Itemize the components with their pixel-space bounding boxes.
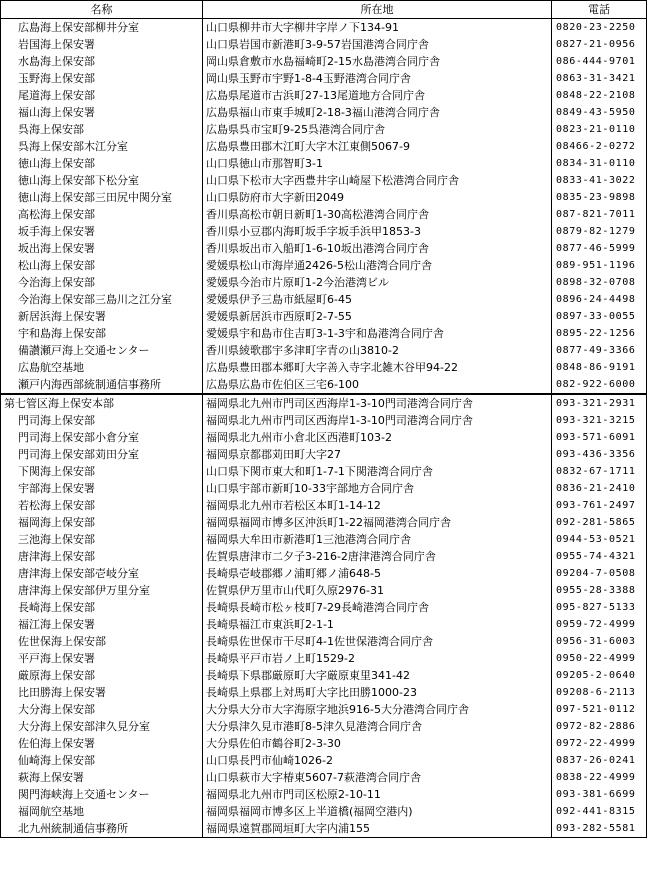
office-address: 福岡県福岡市博多区沖浜町1-22福岡港湾合同庁舎 xyxy=(203,514,552,531)
table-row xyxy=(1,274,647,291)
office-address: 山口県下松市大字西豊井字山崎屋下松港湾合同庁舎 xyxy=(203,172,552,189)
office-phone: 08466-2-0272 xyxy=(552,138,647,155)
office-address: 大分県大分市大字海原字地浜916-5大分港湾合同庁舎 xyxy=(203,701,552,718)
office-address: 山口県防府市大字新田2049 xyxy=(203,189,552,206)
office-name: 徳山海上保安部三田尻中関分室 xyxy=(1,189,203,206)
table-row xyxy=(1,718,647,735)
office-phone: 087-821-7011 xyxy=(552,206,647,223)
office-name: 比田勝海上保安署 xyxy=(1,684,203,701)
office-name: 唐津海上保安部伊万里分室 xyxy=(1,582,203,599)
office-phone: 095-827-5133 xyxy=(552,599,647,616)
table-row xyxy=(1,87,647,104)
office-name: 大分海上保安部 xyxy=(1,701,203,718)
office-name: 高松海上保安部 xyxy=(1,206,203,223)
office-name: 備讃瀬戸海上交通センター xyxy=(1,342,203,359)
office-phone: 0898-32-0708 xyxy=(552,274,647,291)
table-row xyxy=(1,325,647,342)
office-phone: 093-381-6699 xyxy=(552,786,647,803)
office-phone: 0877-46-5999 xyxy=(552,240,647,257)
office-phone: 093-321-2931 xyxy=(552,394,647,412)
office-phone: 0955-74-4321 xyxy=(552,548,647,565)
office-address: 愛媛県宇和島市住吉町3-1-3宇和島港湾合同庁舎 xyxy=(203,325,552,342)
office-name: 若松海上保安部 xyxy=(1,497,203,514)
table-row xyxy=(1,138,647,155)
table-row xyxy=(1,565,647,582)
office-address: 香川県坂出市入船町1-6-10坂出港湾合同庁舎 xyxy=(203,240,552,257)
table-row xyxy=(1,121,647,138)
office-name: 瀬戸内海西部統制通信事務所 xyxy=(1,376,203,394)
office-address: 岡山県玉野市宇野1-8-4玉野港湾合同庁舎 xyxy=(203,70,552,87)
office-name: 萩海上保安署 xyxy=(1,769,203,786)
office-phone: 0848-86-9191 xyxy=(552,359,647,376)
office-address: 佐賀県伊万里市山代町久原2976-31 xyxy=(203,582,552,599)
office-name: 佐世保海上保安部 xyxy=(1,633,203,650)
office-phone: 0849-43-5950 xyxy=(552,104,647,121)
header-row xyxy=(1,1,647,19)
office-phone: 0823-21-0110 xyxy=(552,121,647,138)
office-name: 福岡海上保安部 xyxy=(1,514,203,531)
office-phone: 0833-41-3022 xyxy=(552,172,647,189)
office-phone: 092-281-5865 xyxy=(552,514,647,531)
table-row xyxy=(1,70,647,87)
office-name: 北九州統制通信事務所 xyxy=(1,820,203,838)
table-row xyxy=(1,308,647,325)
office-name: 呉海上保安部木江分室 xyxy=(1,138,203,155)
table-row xyxy=(1,531,647,548)
table-row xyxy=(1,650,647,667)
table-row xyxy=(1,582,647,599)
office-name: 尾道海上保安部 xyxy=(1,87,203,104)
office-name: 玉野海上保安部 xyxy=(1,70,203,87)
table-row xyxy=(1,514,647,531)
office-phone: 0877-49-3366 xyxy=(552,342,647,359)
office-name: 平戸海上保安署 xyxy=(1,650,203,667)
office-address: 広島県豊田郡本郷町大字善入寺字北雑木谷甲94-22 xyxy=(203,359,552,376)
table-row xyxy=(1,342,647,359)
office-phone: 0835-23-9898 xyxy=(552,189,647,206)
office-phone: 09205-2-0640 xyxy=(552,667,647,684)
office-address: 長崎県上県郡上対馬町大字比田勝1000-23 xyxy=(203,684,552,701)
office-address: 長崎県壱岐郡郷ノ浦町郷ノ浦648-5 xyxy=(203,565,552,582)
office-phone: 0838-22-4999 xyxy=(552,769,647,786)
office-name: 徳山海上保安部下松分室 xyxy=(1,172,203,189)
office-phone: 0895-22-1256 xyxy=(552,325,647,342)
office-name: 今治海上保安部三島川之江分室 xyxy=(1,291,203,308)
table-row xyxy=(1,735,647,752)
office-name: 今治海上保安部 xyxy=(1,274,203,291)
table-row xyxy=(1,257,647,274)
office-name: 三池海上保安部 xyxy=(1,531,203,548)
office-name: 徳山海上保安部 xyxy=(1,155,203,172)
table-row xyxy=(1,240,647,257)
header-name: 名称 xyxy=(1,1,203,19)
office-address: 福岡県大牟田市新港町1三池港湾合同庁舎 xyxy=(203,531,552,548)
office-phone: 093-282-5581 xyxy=(552,820,647,838)
table-row xyxy=(1,769,647,786)
table-row xyxy=(1,820,647,838)
office-address: 岡山県倉敷市水島福崎町2-15水島港湾合同庁舎 xyxy=(203,53,552,70)
office-name: 福江海上保安署 xyxy=(1,616,203,633)
office-phone: 089-951-1196 xyxy=(552,257,647,274)
office-name: 坂出海上保安署 xyxy=(1,240,203,257)
office-name: 福山海上保安署 xyxy=(1,104,203,121)
office-phone: 093-436-3356 xyxy=(552,446,647,463)
table-row xyxy=(1,223,647,240)
table-row xyxy=(1,155,647,172)
table-row xyxy=(1,616,647,633)
office-phone: 0832-67-1711 xyxy=(552,463,647,480)
office-address: 福岡県北九州市門司区松原2-10-11 xyxy=(203,786,552,803)
table-row xyxy=(1,803,647,820)
office-phone: 0972-22-4999 xyxy=(552,735,647,752)
office-address: 香川県綾歌郡宇多津町字青の山3810-2 xyxy=(203,342,552,359)
office-name: 厳原海上保安部 xyxy=(1,667,203,684)
table-row xyxy=(1,206,647,223)
office-phone: 09208-6-2113 xyxy=(552,684,647,701)
table-row xyxy=(1,359,647,376)
table-row xyxy=(1,463,647,480)
office-address: 福岡県遠賀郡岡垣町大字内浦155 xyxy=(203,820,552,838)
office-address: 長崎県長崎市松ヶ枝町7-29長崎港湾合同庁舎 xyxy=(203,599,552,616)
table-row xyxy=(1,412,647,429)
directory-rows xyxy=(1,19,647,838)
office-address: 山口県長門市仙崎1026-2 xyxy=(203,752,552,769)
office-address: 福岡県福岡市博多区上半道橋(福岡空港内) xyxy=(203,803,552,820)
office-phone: 0879-82-1279 xyxy=(552,223,647,240)
office-name: 門司海上保安部苅田分室 xyxy=(1,446,203,463)
office-name: 第七管区海上保安本部 xyxy=(1,394,203,412)
office-address: 福岡県北九州市門司区西海岸1-3-10門司港湾合同庁舎 xyxy=(203,394,552,412)
office-name: 呉海上保安部 xyxy=(1,121,203,138)
office-address: 佐賀県唐津市二夕子3-216-2唐津港湾合同庁舎 xyxy=(203,548,552,565)
office-address: 山口県下関市東大和町1-7-1下関港湾合同庁舎 xyxy=(203,463,552,480)
table-row xyxy=(1,446,647,463)
office-address: 広島県広島市佐伯区三宅6-100 xyxy=(203,376,552,394)
office-name: 仙崎海上保安部 xyxy=(1,752,203,769)
table-row xyxy=(1,394,647,412)
office-address: 愛媛県新居浜市西原町2-7-55 xyxy=(203,308,552,325)
office-address: 愛媛県松山市海岸通2426-5松山港湾合同庁舎 xyxy=(203,257,552,274)
office-name: 唐津海上保安部 xyxy=(1,548,203,565)
table-row xyxy=(1,752,647,769)
office-name: 新居浜海上保安署 xyxy=(1,308,203,325)
office-name: 門司海上保安部小倉分室 xyxy=(1,429,203,446)
office-phone: 09204-7-0508 xyxy=(552,565,647,582)
office-address: 福岡県京都郡苅田町大字27 xyxy=(203,446,552,463)
office-name: 水島海上保安部 xyxy=(1,53,203,70)
table-row xyxy=(1,291,647,308)
office-address: 山口県岩国市新港町3-9-57岩国港湾合同庁舎 xyxy=(203,36,552,53)
header-address: 所在地 xyxy=(203,1,552,19)
header-phone: 電話 xyxy=(552,1,647,19)
office-phone: 093-761-2497 xyxy=(552,497,647,514)
office-phone: 082-922-6000 xyxy=(552,376,647,394)
table-row xyxy=(1,189,647,206)
office-phone: 0956-31-6003 xyxy=(552,633,647,650)
office-phone: 0944-53-0521 xyxy=(552,531,647,548)
table-row xyxy=(1,786,647,803)
office-name: 大分海上保安部津久見分室 xyxy=(1,718,203,735)
office-name: 福岡航空基地 xyxy=(1,803,203,820)
office-address: 山口県宇部市新町10-33宇部地方合同庁舎 xyxy=(203,480,552,497)
office-phone: 097-521-0112 xyxy=(552,701,647,718)
office-phone: 0827-21-0956 xyxy=(552,36,647,53)
office-name: 関門海峡海上交通センター xyxy=(1,786,203,803)
table-row xyxy=(1,480,647,497)
office-phone: 086-444-9701 xyxy=(552,53,647,70)
office-address: 広島県呉市宝町9-25呉港湾合同庁舎 xyxy=(203,121,552,138)
office-address: 香川県高松市朝日新町1-30高松港湾合同庁舎 xyxy=(203,206,552,223)
office-name: 広島海上保安部柳井分室 xyxy=(1,19,203,37)
office-name: 広島航空基地 xyxy=(1,359,203,376)
office-address: 大分県佐伯市鶴谷町2-3-30 xyxy=(203,735,552,752)
table-row xyxy=(1,53,647,70)
table-row xyxy=(1,633,647,650)
table-row xyxy=(1,104,647,121)
office-address: 長崎県平戸市岩ノ上町1529-2 xyxy=(203,650,552,667)
office-phone: 0848-22-2108 xyxy=(552,87,647,104)
office-address: 山口県柳井市大字柳井字岸ノ下134-91 xyxy=(203,19,552,37)
office-address: 広島県尾道市古浜町27-13尾道地方合同庁舎 xyxy=(203,87,552,104)
table-row xyxy=(1,429,647,446)
table-row xyxy=(1,497,647,514)
table-row xyxy=(1,684,647,701)
office-address: 愛媛県伊予三島市紙屋町6-45 xyxy=(203,291,552,308)
table-row xyxy=(1,36,647,53)
office-name: 坂手海上保安署 xyxy=(1,223,203,240)
office-address: 長崎県佐世保市干尽町4-1佐世保港湾合同庁舎 xyxy=(203,633,552,650)
office-address: 長崎県下県郡厳原町大字厳原東里341-42 xyxy=(203,667,552,684)
office-phone: 0820-23-2250 xyxy=(552,19,647,37)
office-address: 長崎県福江市東浜町2-1-1 xyxy=(203,616,552,633)
table-row xyxy=(1,19,647,37)
table-row xyxy=(1,548,647,565)
office-name: 宇部海上保安署 xyxy=(1,480,203,497)
office-phone: 093-321-3215 xyxy=(552,412,647,429)
table-row xyxy=(1,667,647,684)
office-phone: 0972-82-2886 xyxy=(552,718,647,735)
office-address: 山口県徳山市那智町3-1 xyxy=(203,155,552,172)
office-phone: 092-441-8315 xyxy=(552,803,647,820)
table-row xyxy=(1,701,647,718)
office-phone: 093-571-6091 xyxy=(552,429,647,446)
table-row xyxy=(1,376,647,394)
office-name: 佐伯海上保安署 xyxy=(1,735,203,752)
office-name: 宇和島海上保安部 xyxy=(1,325,203,342)
office-address: 福岡県北九州市若松区本町1-14-12 xyxy=(203,497,552,514)
office-name: 下関海上保安部 xyxy=(1,463,203,480)
office-address: 広島県福山市東手城町2-18-3福山港湾合同庁舎 xyxy=(203,104,552,121)
office-phone: 0896-24-4498 xyxy=(552,291,647,308)
office-address: 大分県津久見市港町8-5津久見港湾合同庁舎 xyxy=(203,718,552,735)
office-name: 唐津海上保安部壱岐分室 xyxy=(1,565,203,582)
office-phone: 0863-31-3421 xyxy=(552,70,647,87)
office-phone: 0897-33-0055 xyxy=(552,308,647,325)
office-address: 福岡県北九州市小倉北区西港町103-2 xyxy=(203,429,552,446)
office-address: 福岡県北九州市門司区西海岸1-3-10門司港湾合同庁舎 xyxy=(203,412,552,429)
office-phone: 0959-72-4999 xyxy=(552,616,647,633)
office-name: 岩国海上保安署 xyxy=(1,36,203,53)
office-name: 門司海上保安部 xyxy=(1,412,203,429)
office-phone: 0950-22-4999 xyxy=(552,650,647,667)
office-name: 長崎海上保安部 xyxy=(1,599,203,616)
office-phone: 0834-31-0110 xyxy=(552,155,647,172)
office-address: 広島県豊田郡木江町大字木江東側5067-9 xyxy=(203,138,552,155)
office-phone: 0837-26-0241 xyxy=(552,752,647,769)
office-address: 愛媛県今治市片原町1-2今治港湾ビル xyxy=(203,274,552,291)
office-name: 松山海上保安部 xyxy=(1,257,203,274)
office-address: 山口県萩市大字椿東5607-7萩港湾合同庁舎 xyxy=(203,769,552,786)
office-address: 香川県小豆郡内海町坂手字坂手浜甲1853-3 xyxy=(203,223,552,240)
table-row xyxy=(1,599,647,616)
office-phone: 0955-28-3388 xyxy=(552,582,647,599)
table-row xyxy=(1,172,647,189)
office-phone: 0836-21-2410 xyxy=(552,480,647,497)
